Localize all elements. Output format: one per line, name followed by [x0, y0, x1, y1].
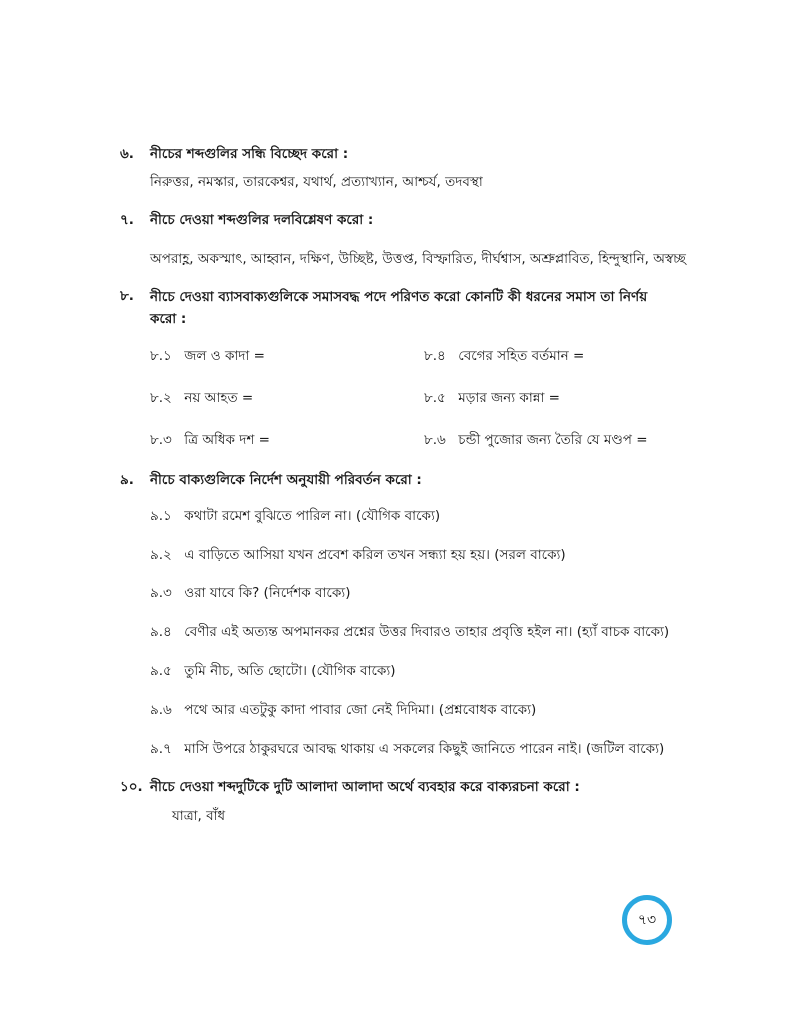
question-9-item-4	[150, 622, 669, 642]
question-10-words: যাত্রা, বাঁধ	[172, 808, 226, 824]
item-text: মাসি উপরে ঠাকুরঘরে আবদ্ধ থাকায় এ সকলের কিছুই জানিতে পারেন নাই। (জটিল বাক্যে)	[184, 741, 665, 757]
question-8-item-3	[150, 430, 270, 450]
item-text: মড়ার জন্য কান্না =	[458, 390, 560, 406]
item-number: ৯.৭	[150, 741, 172, 757]
item-text: নয় আহত =	[184, 390, 254, 406]
question-8-item-2	[150, 388, 253, 408]
question-8-heading	[120, 286, 680, 330]
item-number: ৯.৬	[150, 702, 172, 718]
question-9-heading	[120, 470, 680, 490]
question-9-item-5	[150, 661, 396, 681]
page-number: ৭৩	[637, 912, 657, 928]
question-6-number: ৬.	[120, 146, 134, 162]
item-text: চন্ডী পুজোর জন্য তৈরি যে মণ্ডপ =	[458, 432, 648, 448]
item-number: ৮.৬	[424, 432, 446, 448]
question-9-item-1	[150, 506, 440, 526]
question-7-heading	[120, 210, 680, 230]
question-6-heading	[120, 144, 680, 164]
item-text: বেগের সহিত বর্তমান =	[458, 348, 585, 364]
question-8-title: নীচে দেওয়া ব্যাসবাক্যগুলিকে সমাসবদ্ধ পদে পরিণত করো কোনটি কী ধরনের সমাস তা নির্ণয় করো :	[150, 289, 648, 327]
item-number: ৮.২	[150, 390, 172, 406]
question-9-number: ৯.	[120, 472, 134, 488]
question-8-item-1	[150, 346, 265, 366]
question-10-title: নীচে দেওয়া শব্দদুটিকে দুটি আলাদা আলাদা অর্থে ব্যবহার করে বাক্যরচনা করো :	[150, 779, 580, 795]
item-number: ৯.১	[150, 508, 172, 524]
page-number-badge	[622, 895, 672, 945]
item-number: ৯.৩	[150, 585, 172, 601]
item-text: তুমি নীচ, অতি ছোটো। (যৌগিক বাক্যে)	[184, 663, 396, 679]
item-number: ৯.৫	[150, 663, 172, 679]
item-text: ত্রি অধিক দশ =	[184, 432, 270, 448]
question-6-words: নিরুত্তর, নমস্কার, তারকেশ্বর, যথার্থ, প্রত্যাখ্যান, আশ্চর্য, তদবস্থা	[150, 174, 483, 190]
item-number: ৮.৪	[424, 348, 446, 364]
question-9-title: নীচে বাক্যগুলিকে নির্দেশ অনুযায়ী পরিবর্তন করো :	[150, 472, 422, 488]
item-text: এ বাড়িতে আসিয়া যখন প্রবেশ করিল তখন সন্ধ্যা হয় হয়। (সরল বাক্যে)	[184, 547, 566, 563]
question-10-number: ১০.	[120, 779, 143, 795]
question-10-heading	[120, 777, 680, 797]
item-number: ৯.৪	[150, 624, 172, 640]
item-text: ওরা যাবে কি? (নির্দেশক বাক্যে)	[184, 585, 351, 601]
item-number: ৮.৩	[150, 432, 172, 448]
question-9-item-3	[150, 583, 350, 603]
item-number: ৮.১	[150, 348, 172, 364]
question-7-words: অপরাহ্ণ, অকস্মাৎ, আহ্বান, দক্ষিণ, উচ্ছিষ্ট, উত্তপ্ত, বিস্ফারিত, দীর্ঘশ্বাস, অশ্রুপ্লাবিত, হিন্দুস্থানি, অস্বচ্ছ	[150, 251, 686, 267]
item-number: ৯.২	[150, 547, 172, 563]
question-9-item-6	[150, 700, 536, 720]
question-9-item-7	[150, 739, 664, 759]
question-8-item-6	[424, 430, 648, 450]
question-8-item-4	[424, 346, 584, 366]
item-number: ৮.৫	[424, 390, 446, 406]
question-6-title: নীচের শব্দগুলির সন্ধি বিচ্ছেদ করো :	[150, 146, 349, 162]
item-text: পথে আর এতটুকু কাদা পাবার জো নেই দিদিমা। (প্রশ্নবোধক বাক্যে)	[184, 702, 537, 718]
question-9-item-2	[150, 545, 566, 565]
question-8-item-5	[424, 388, 560, 408]
question-7-title: নীচে দেওয়া শব্দগুলির দলবিশ্লেষণ করো :	[150, 212, 374, 228]
question-7-number: ৭.	[120, 212, 134, 228]
item-text: বেণীর এই অত্যন্ত অপমানকর প্রশ্নের উত্তর দিবারও তাহার প্রবৃত্তি হইল না। (হ্যাঁ বাচক বাক্যে)	[184, 624, 670, 640]
item-text: কথাটা রমেশ বুঝিতে পারিল না। (যৌগিক বাক্যে)	[184, 508, 441, 524]
question-8-number: ৮.	[120, 288, 134, 304]
item-text: জল ও কাদা =	[184, 348, 265, 364]
